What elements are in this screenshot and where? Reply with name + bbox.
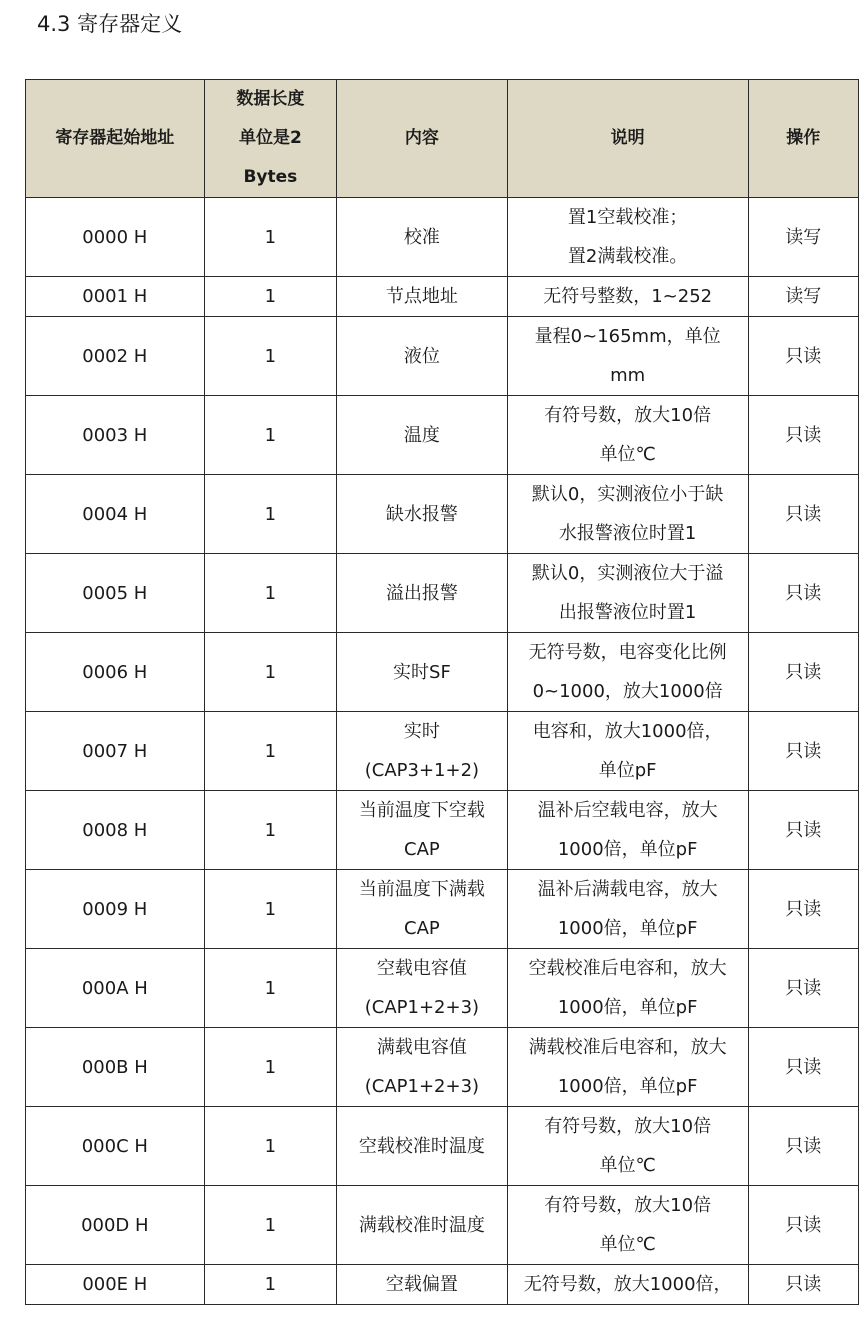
cell-length: 1: [204, 712, 336, 791]
cell-operation: 只读: [748, 1265, 858, 1305]
cell-length: 1: [204, 1107, 336, 1186]
cell-content: 节点地址: [337, 277, 508, 317]
cell-address: 0006 H: [26, 633, 205, 712]
table-row: [26, 1265, 859, 1305]
cell-length: 1: [204, 198, 336, 277]
cell-operation: 读写: [748, 198, 858, 277]
cell-operation: 只读: [748, 1107, 858, 1186]
cell-address: 000A H: [26, 949, 205, 1028]
cell-content: 温度: [337, 396, 508, 475]
cell-address: 0008 H: [26, 791, 205, 870]
cell-content: 校准: [337, 198, 508, 277]
cell-address: 0004 H: [26, 475, 205, 554]
cell-length: 1: [204, 475, 336, 554]
cell-address: 0007 H: [26, 712, 205, 791]
table-row: [26, 1186, 859, 1265]
table-row: [26, 396, 859, 475]
cell-content: 液位: [337, 317, 508, 396]
register-table: [25, 79, 859, 1305]
cell-address: 000B H: [26, 1028, 205, 1107]
table-header-row: [26, 80, 859, 198]
cell-length: 1: [204, 949, 336, 1028]
cell-address: 000D H: [26, 1186, 205, 1265]
cell-content: 满载校准时温度: [337, 1186, 508, 1265]
cell-length: 1: [204, 554, 336, 633]
cell-description: 有符号数，放大10倍 单位℃: [507, 396, 748, 475]
cell-operation: 只读: [748, 1028, 858, 1107]
table-row: [26, 317, 859, 396]
cell-content: 满载电容值 (CAP1+2+3): [337, 1028, 508, 1107]
cell-length: 1: [204, 633, 336, 712]
cell-operation: 只读: [748, 870, 858, 949]
cell-description: 温补后满载电容，放大 1000倍，单位pF: [507, 870, 748, 949]
cell-description: 无符号数，电容变化比例 0~1000，放大1000倍: [507, 633, 748, 712]
cell-address: 0002 H: [26, 317, 205, 396]
cell-address: 0003 H: [26, 396, 205, 475]
cell-operation: 只读: [748, 791, 858, 870]
cell-description: 有符号数，放大10倍 单位℃: [507, 1186, 748, 1265]
cell-length: 1: [204, 317, 336, 396]
cell-operation: 只读: [748, 712, 858, 791]
cell-operation: 只读: [748, 633, 858, 712]
cell-description: 有符号数，放大10倍 单位℃: [507, 1107, 748, 1186]
cell-address: 0001 H: [26, 277, 205, 317]
table-row: [26, 277, 859, 317]
cell-length: 1: [204, 1265, 336, 1305]
table-row: [26, 949, 859, 1028]
table-row: [26, 198, 859, 277]
cell-description: 默认0，实测液位大于溢 出报警液位时置1: [507, 554, 748, 633]
cell-operation: 读写: [748, 277, 858, 317]
cell-description: 满载校准后电容和，放大 1000倍，单位pF: [507, 1028, 748, 1107]
table-row: [26, 791, 859, 870]
cell-length: 1: [204, 791, 336, 870]
cell-content: 空载偏置: [337, 1265, 508, 1305]
header-operation: 操作: [748, 80, 858, 198]
cell-operation: 只读: [748, 396, 858, 475]
cell-content: 缺水报警: [337, 475, 508, 554]
table-row: [26, 554, 859, 633]
cell-address: 000E H: [26, 1265, 205, 1305]
table-row: [26, 475, 859, 554]
cell-operation: 只读: [748, 475, 858, 554]
cell-operation: 只读: [748, 949, 858, 1028]
cell-length: 1: [204, 870, 336, 949]
table-row: [26, 633, 859, 712]
cell-address: 0005 H: [26, 554, 205, 633]
cell-content: 溢出报警: [337, 554, 508, 633]
cell-address: 000C H: [26, 1107, 205, 1186]
cell-content: 当前温度下空载 CAP: [337, 791, 508, 870]
header-content: 内容: [337, 80, 508, 198]
cell-length: 1: [204, 1028, 336, 1107]
cell-description: 置1空载校准； 置2满载校准。: [507, 198, 748, 277]
cell-address: 0000 H: [26, 198, 205, 277]
cell-content: 实时SF: [337, 633, 508, 712]
section-title: 4.3 寄存器定义: [37, 12, 183, 36]
cell-description: 无符号数，放大1000倍，: [507, 1265, 748, 1305]
cell-content: 实时 (CAP3+1+2): [337, 712, 508, 791]
cell-address: 0009 H: [26, 870, 205, 949]
cell-description: 电容和，放大1000倍， 单位pF: [507, 712, 748, 791]
header-length: 数据长度 单位是2 Bytes: [204, 80, 336, 198]
table-row: [26, 712, 859, 791]
header-description: 说明: [507, 80, 748, 198]
cell-length: 1: [204, 396, 336, 475]
cell-description: 空载校准后电容和，放大 1000倍，单位pF: [507, 949, 748, 1028]
cell-description: 量程0~165mm，单位 mm: [507, 317, 748, 396]
cell-operation: 只读: [748, 554, 858, 633]
table-row: [26, 1028, 859, 1107]
cell-description: 默认0，实测液位小于缺 水报警液位时置1: [507, 475, 748, 554]
cell-description: 无符号整数，1~252: [507, 277, 748, 317]
cell-content: 空载电容值 (CAP1+2+3): [337, 949, 508, 1028]
cell-content: 空载校准时温度: [337, 1107, 508, 1186]
cell-content: 当前温度下满载 CAP: [337, 870, 508, 949]
cell-description: 温补后空载电容，放大 1000倍，单位pF: [507, 791, 748, 870]
cell-length: 1: [204, 1186, 336, 1265]
cell-length: 1: [204, 277, 336, 317]
header-address: 寄存器起始地址: [26, 80, 205, 198]
cell-operation: 只读: [748, 1186, 858, 1265]
cell-operation: 只读: [748, 317, 858, 396]
table-row: [26, 1107, 859, 1186]
table-row: [26, 870, 859, 949]
